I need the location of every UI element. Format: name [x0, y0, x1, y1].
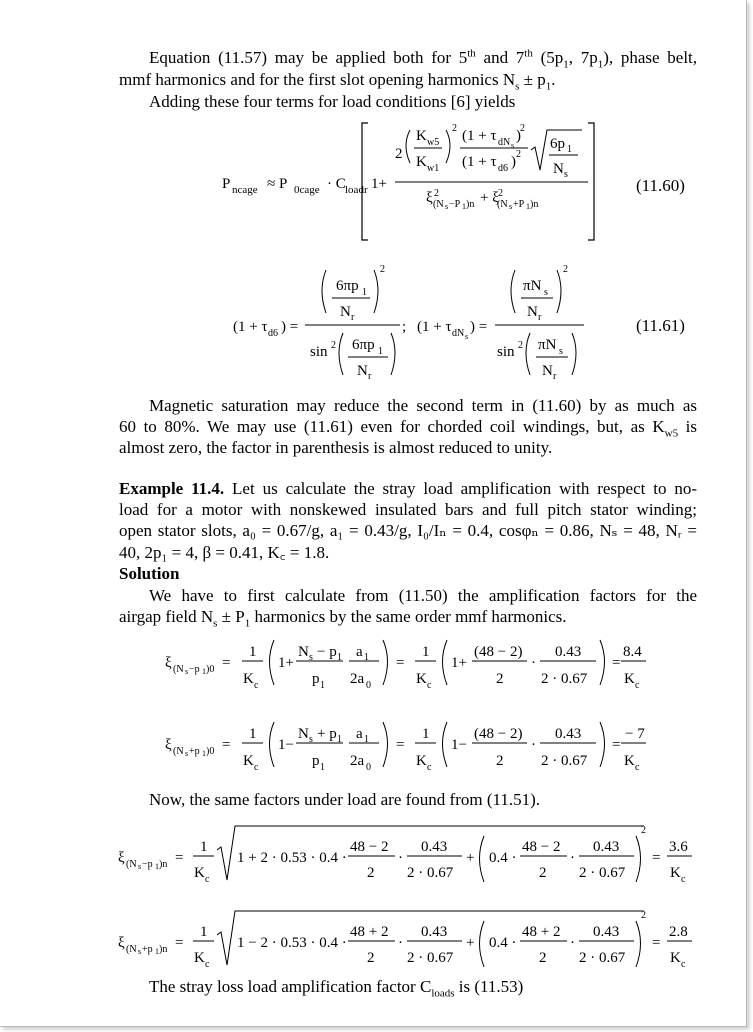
svg-text:s: s	[445, 202, 449, 211]
svg-text:0cage: 0cage	[294, 184, 320, 196]
svg-text:2: 2	[380, 264, 385, 275]
svg-text:=: =	[612, 737, 621, 753]
svg-text:ξ: ξ	[165, 655, 172, 671]
svg-text:8.4: 8.4	[623, 644, 642, 660]
svg-text:1: 1	[362, 287, 367, 298]
svg-text:)n: )n	[159, 859, 168, 870]
svg-text:s: s	[309, 652, 313, 663]
svg-text:=: =	[612, 655, 621, 671]
svg-text:K: K	[416, 128, 427, 144]
svg-text:1: 1	[422, 644, 430, 660]
svg-text:1 − 2 · 0.53 · 0.4 ·: 1 − 2 · 0.53 · 0.4 ·	[237, 935, 347, 951]
svg-text:K: K	[624, 753, 635, 769]
svg-text:s: s	[559, 346, 563, 357]
paragraph-2: Adding these four terms for load conditions [6] yields	[149, 92, 516, 111]
svg-text:− p: − p	[317, 644, 337, 660]
solution-heading: Solution	[119, 564, 180, 583]
svg-text:1: 1	[249, 726, 257, 742]
svg-text:2 · 0.67: 2 · 0.67	[407, 950, 454, 966]
svg-text:s: s	[544, 287, 548, 298]
svg-text:0: 0	[366, 680, 371, 691]
svg-text:48 + 2: 48 + 2	[522, 924, 561, 940]
paragraph-4: Now, the same factors under load are found from (11.51).	[149, 790, 541, 809]
svg-text:1−: 1−	[451, 737, 467, 753]
svg-text:1: 1	[320, 762, 325, 773]
svg-text:0: 0	[366, 762, 371, 773]
svg-text:s: s	[309, 734, 313, 745]
example-line-3: open stator slots, a₀ = 0.67/g, a₁ = 0.43/g, I₀/Iₙ = 0.4, cosφₙ = 0.86, Nₛ = 48, Nᵣ =	[119, 521, 697, 540]
svg-text:2: 2	[496, 753, 504, 769]
svg-text:r: r	[351, 312, 355, 323]
svg-text:2: 2	[641, 825, 646, 836]
svg-text:1: 1	[155, 947, 159, 956]
paragraph-3-line-2: 60 to 80%. We may use (11.61) even for chorded coil windings, but, as $K_{w5}$ is	[119, 417, 697, 440]
example-title: Example 11.4.	[119, 479, 225, 498]
svg-text:s: s	[185, 667, 189, 676]
svg-text:+: +	[466, 850, 475, 866]
svg-text:1 + 2 · 0.53 · 0.4 ·: 1 + 2 · 0.53 · 0.4 ·	[237, 850, 347, 866]
svg-text:1−: 1−	[278, 737, 294, 753]
svg-text:2: 2	[520, 123, 525, 134]
svg-text:0.43: 0.43	[421, 924, 448, 940]
svg-text:c: c	[254, 762, 259, 773]
svg-text:d6: d6	[268, 328, 278, 339]
svg-text:r: r	[368, 371, 372, 382]
svg-text:·: ·	[398, 935, 403, 951]
svg-text:N: N	[527, 304, 538, 320]
svg-text:(N: (N	[173, 664, 184, 675]
svg-text:K: K	[416, 671, 427, 687]
svg-text:r: r	[553, 371, 557, 382]
svg-text:+: +	[466, 935, 475, 951]
svg-text:−p: −p	[142, 859, 153, 870]
svg-text:0.43: 0.43	[555, 726, 582, 742]
svg-text:c: c	[205, 959, 210, 970]
equation-number-11-61: (11.61)	[636, 316, 685, 335]
svg-text:1: 1	[422, 726, 430, 742]
svg-text:1+: 1+	[451, 655, 467, 671]
svg-text:)0: )0	[206, 746, 215, 757]
svg-text:ncage: ncage	[232, 184, 258, 196]
svg-text:1: 1	[249, 644, 257, 660]
svg-text:=: =	[396, 737, 405, 753]
svg-text:=: =	[175, 935, 184, 951]
svg-text:(48 − 2): (48 − 2)	[474, 726, 523, 742]
svg-text:c: c	[427, 680, 432, 691]
svg-text:c: c	[427, 762, 432, 773]
svg-text:−p: −p	[189, 664, 200, 675]
svg-text:N: N	[340, 304, 351, 320]
svg-text:dN: dN	[498, 137, 511, 148]
svg-text:2: 2	[452, 123, 457, 134]
svg-text:)n: )n	[159, 944, 168, 955]
svg-text:=: =	[396, 655, 405, 671]
example-line-4: 40, 2p₁ = 4, β = 0.41, K꜀ = 1.8.	[119, 543, 330, 562]
svg-text:(N: (N	[173, 746, 184, 757]
svg-text:=: =	[652, 850, 661, 866]
svg-text:K: K	[416, 753, 427, 769]
svg-text:2.8: 2.8	[669, 924, 688, 940]
svg-text:s: s	[138, 862, 142, 871]
paragraph-3-line-1: Magnetic saturation may reduce the second term in (11.60) by as much as	[149, 396, 697, 415]
svg-text:(1 + τ: (1 + τ	[462, 128, 497, 144]
svg-text:s: s	[465, 332, 469, 341]
svg-text:(48 − 2): (48 − 2)	[474, 644, 523, 660]
svg-text:2: 2	[434, 188, 439, 199]
svg-text:0.43: 0.43	[593, 839, 620, 855]
svg-text:w5: w5	[427, 137, 440, 148]
svg-text:2 · 0.67: 2 · 0.67	[541, 671, 588, 687]
svg-text:)n: )n	[530, 199, 539, 210]
svg-text:+p: +p	[189, 746, 200, 757]
paragraph-5: The stray loss load amplification factor $C_{loads}$ is (11.53)	[149, 977, 524, 1000]
svg-text:1: 1	[200, 924, 208, 940]
svg-text:1: 1	[364, 652, 369, 663]
svg-text:1+: 1+	[278, 655, 294, 671]
svg-text:1: 1	[364, 734, 369, 745]
svg-text:): )	[516, 128, 521, 144]
svg-text:2 · 0.67: 2 · 0.67	[407, 865, 454, 881]
svg-text:N: N	[542, 363, 553, 379]
svg-text:a: a	[356, 644, 363, 660]
equation-number-11-60: (11.60)	[636, 176, 685, 195]
svg-text:K: K	[194, 950, 205, 966]
svg-text:(N: (N	[126, 859, 137, 870]
svg-text:1+: 1+	[371, 176, 387, 192]
svg-text:1: 1	[202, 667, 206, 676]
svg-text:2: 2	[539, 865, 547, 881]
svg-text:;: ;	[402, 319, 407, 335]
svg-text:s: s	[138, 947, 142, 956]
svg-text:+ ξ: + ξ	[480, 190, 499, 206]
svg-text:2 · 0.67: 2 · 0.67	[579, 950, 626, 966]
svg-text:K: K	[243, 671, 254, 687]
svg-text:=: =	[222, 737, 231, 753]
svg-text:2 · 0.67: 2 · 0.67	[541, 753, 588, 769]
svg-text:3.6: 3.6	[669, 839, 688, 855]
svg-text:0.4 ·: 0.4 ·	[489, 850, 517, 866]
svg-text:r: r	[538, 312, 542, 323]
svg-text:p: p	[312, 671, 320, 687]
svg-text:s: s	[511, 141, 515, 150]
svg-text:1: 1	[337, 652, 342, 663]
svg-text:πN: πN	[523, 278, 542, 294]
svg-text:sin: sin	[310, 344, 328, 360]
paragraph-1-line-2: mmf harmonics and for the first slot opening harmonics $N_s \pm p_1$.	[119, 70, 556, 93]
svg-text:2: 2	[518, 340, 523, 351]
svg-text:2a: 2a	[350, 753, 365, 769]
svg-text:≈ P: ≈ P	[267, 176, 288, 192]
svg-text:2: 2	[496, 671, 504, 687]
svg-text:K: K	[670, 865, 681, 881]
svg-text:2: 2	[539, 950, 547, 966]
svg-text:2: 2	[563, 264, 568, 275]
svg-text:ξ: ξ	[118, 850, 125, 866]
svg-text:=: =	[175, 850, 184, 866]
svg-text:c: c	[205, 874, 210, 885]
svg-text:(1 + τ: (1 + τ	[462, 154, 497, 170]
svg-text:K: K	[194, 865, 205, 881]
svg-text:): )	[511, 154, 516, 170]
svg-text:K: K	[416, 154, 427, 170]
svg-text:s: s	[509, 202, 513, 211]
svg-text:ξ: ξ	[165, 737, 172, 753]
svg-text:1: 1	[378, 346, 383, 357]
example-line-1: Example 11.4. Let us calculate the stray load amplification with respect to no-	[119, 479, 697, 498]
paragraph-1-line-1: Equation (11.57) may be applied both for 5th and 7th ($5p_1$, $7p_1$), phase belt,	[149, 47, 698, 71]
svg-text:2: 2	[367, 950, 375, 966]
svg-text:dN: dN	[452, 328, 465, 339]
svg-text:2: 2	[331, 340, 336, 351]
svg-text:·: ·	[570, 935, 575, 951]
svg-text:(1 + τ: (1 + τ	[417, 319, 452, 335]
svg-text:6p: 6p	[550, 136, 565, 152]
svg-text:c: c	[681, 874, 686, 885]
solution-line-2: airgap field $N_s \pm P_1$ harmonics by the same order mmf harmonics.	[119, 607, 567, 630]
svg-text:K: K	[243, 753, 254, 769]
svg-text:48 − 2: 48 − 2	[350, 839, 389, 855]
svg-text:2: 2	[498, 188, 503, 199]
svg-text:P: P	[222, 176, 231, 192]
svg-text:)n: )n	[466, 199, 475, 210]
solution-line-1: We have to first calculate from (11.50) the amplification factors for the	[149, 586, 697, 605]
svg-text:N: N	[298, 644, 309, 660]
svg-text:K: K	[624, 671, 635, 687]
svg-text:1: 1	[462, 202, 466, 211]
svg-text:2 · 0.67: 2 · 0.67	[579, 865, 626, 881]
svg-text:2: 2	[395, 146, 403, 162]
svg-text:sin: sin	[497, 344, 515, 360]
svg-text:2: 2	[516, 149, 521, 160]
svg-text:(N: (N	[497, 199, 508, 210]
svg-text:s: s	[185, 749, 189, 758]
svg-text:48 − 2: 48 − 2	[522, 839, 561, 855]
svg-text:2a: 2a	[350, 671, 365, 687]
svg-text:p: p	[312, 753, 320, 769]
svg-text:) =: ) =	[470, 319, 488, 335]
svg-text:6πp: 6πp	[336, 278, 359, 294]
svg-text:1: 1	[337, 734, 342, 745]
svg-text:w1: w1	[427, 163, 440, 174]
svg-text:N: N	[553, 161, 564, 177]
svg-text:1: 1	[320, 680, 325, 691]
svg-text:(1 + τ: (1 + τ	[233, 319, 268, 335]
svg-text:2: 2	[641, 910, 646, 921]
svg-text:1: 1	[526, 202, 530, 211]
svg-text:0.4 ·: 0.4 ·	[489, 935, 517, 951]
svg-text:=: =	[222, 655, 231, 671]
example-line-2: load for a motor with nonskewed insulated bars and full pitch stator winding;	[119, 500, 697, 519]
svg-text:·: ·	[398, 850, 403, 866]
svg-text:+P: +P	[513, 199, 525, 210]
svg-text:c: c	[681, 959, 686, 970]
svg-text:c: c	[254, 680, 259, 691]
svg-text:1: 1	[202, 749, 206, 758]
svg-text:· C: · C	[327, 176, 346, 192]
svg-text:·: ·	[531, 737, 536, 753]
svg-text:(N: (N	[433, 199, 444, 210]
svg-text:πN: πN	[538, 337, 557, 353]
svg-text:−P: −P	[449, 199, 461, 210]
svg-text:0.43: 0.43	[593, 924, 620, 940]
svg-text:6πp: 6πp	[352, 337, 375, 353]
svg-text:c: c	[635, 762, 640, 773]
svg-text:N: N	[298, 726, 309, 742]
svg-text:N: N	[357, 363, 368, 379]
svg-text:a: a	[356, 726, 363, 742]
svg-text:+ p: + p	[317, 726, 337, 742]
svg-text:1: 1	[567, 144, 572, 155]
svg-text:1: 1	[200, 839, 208, 855]
svg-text:)0: )0	[206, 664, 215, 675]
svg-text:K: K	[670, 950, 681, 966]
svg-text:0.43: 0.43	[555, 644, 582, 660]
svg-text:=: =	[652, 935, 661, 951]
svg-text:(N: (N	[126, 944, 137, 955]
svg-text:·: ·	[531, 655, 536, 671]
svg-text:c: c	[635, 680, 640, 691]
svg-text:− 7: − 7	[625, 726, 645, 742]
svg-text:s: s	[564, 169, 568, 180]
svg-text:+p: +p	[142, 944, 153, 955]
svg-text:·: ·	[570, 850, 575, 866]
svg-text:loadr: loadr	[345, 184, 368, 196]
svg-text:ξ: ξ	[118, 935, 125, 951]
svg-text:ξ: ξ	[426, 190, 433, 206]
svg-text:d6: d6	[498, 163, 508, 174]
svg-text:2: 2	[367, 865, 375, 881]
svg-text:0.43: 0.43	[421, 839, 448, 855]
svg-text:48 + 2: 48 + 2	[350, 924, 389, 940]
svg-text:) =: ) =	[281, 319, 299, 335]
svg-text:1: 1	[155, 862, 159, 871]
paragraph-3-line-3: almost zero, the factor in parenthesis is almost reduced to unity.	[119, 438, 553, 457]
